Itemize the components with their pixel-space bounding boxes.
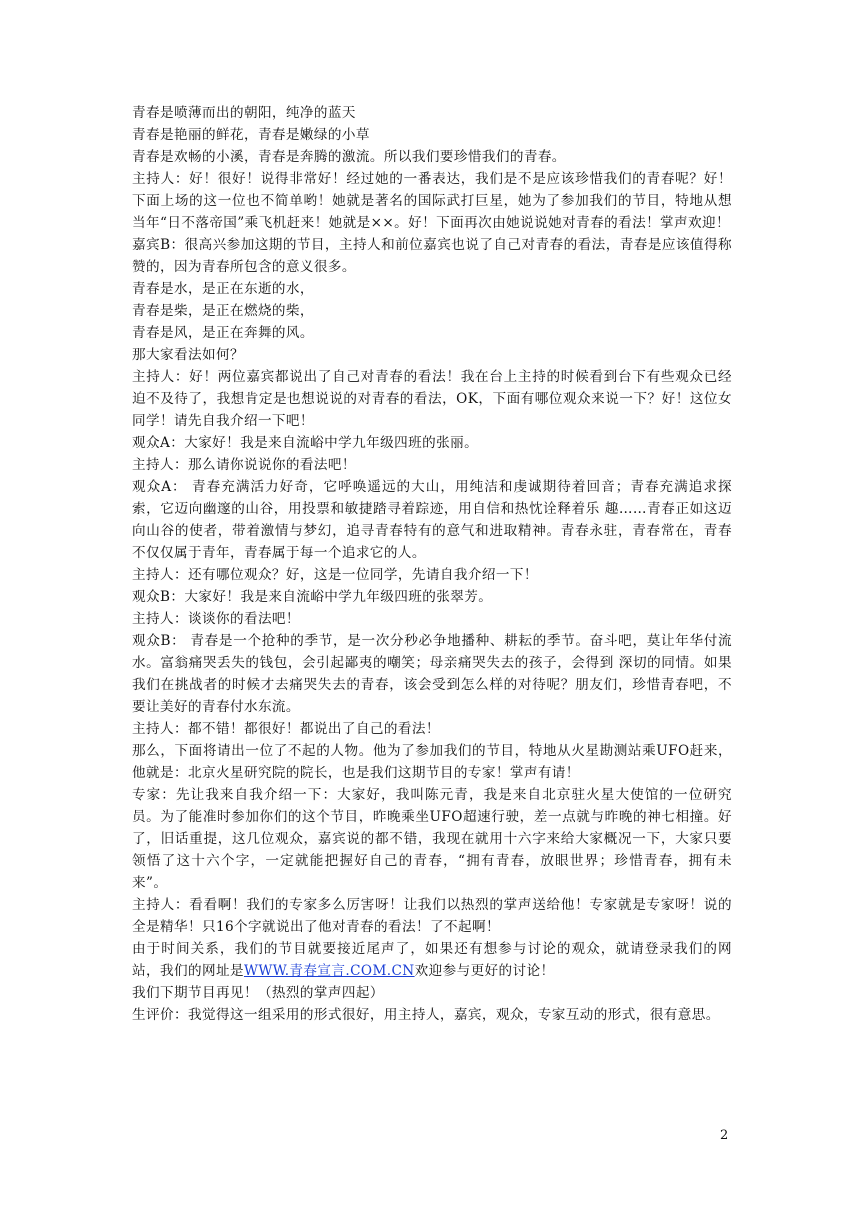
student-evaluation: 生评价：我觉得这一组采用的形式很好，用主持人，嘉宾，观众，专家互动的形式，很有意思。 — [132, 1007, 720, 1023]
document-body — [132, 102, 732, 1026]
paragraph: 青春是喷薄而出的朝阳，纯净的蓝天 — [132, 105, 356, 121]
paragraph: 主持人：都不错！都很好！都说出了自己的看法！ — [132, 721, 440, 737]
paragraph: 主持人：还有哪位观众？好，这是一位同学，先请自我介绍一下！ — [132, 567, 538, 583]
website-text-after: 欢迎参与更好的讨论！ — [414, 963, 555, 979]
paragraph: 专家：先让我来自我介绍一下：大家好，我叫陈元青，我是来自北京驻火星大使馆的一位研究员。为了能准时参加你们的这个节目，昨晚乘坐UFO超速行驶，差一点就与昨晚的神七相撞。好了，旧话重提，这几位观众，嘉宾说的都不错，我现在就用十六字来给大家概况一下，大家只要领悟了这十六个字，一定就能把握好自己的青春，“拥有青春，放眼世界；珍惜青春，拥有未来”。 — [132, 787, 732, 891]
paragraph: 那大家看法如何？ — [132, 347, 244, 363]
page-number: 2 — [720, 1128, 729, 1143]
paragraph: 观众A： 青春充满活力好奇，它呼唤遥远的大山，用纯洁和虔诚期待着回音；青春充满追求探索，它迈向幽邃的山谷，用投票和敏捷踏寻着踪迹，用自信和热忱诠释着乐 趣……青春正如这迈向山谷的使者，带着激情与梦幻，追寻青春特有的意气和进取精神。青春永驻，青春常在，青春不仅仅属于青年，青春属于每一个追求它的人。 — [132, 479, 732, 561]
paragraph: 主持人：那么请你说说你的看法吧！ — [132, 457, 356, 473]
paragraph: 青春是欢畅的小溪，青春是奔腾的激流。所以我们要珍惜我们的青春。 — [132, 149, 566, 165]
paragraph: 嘉宾B：很高兴参加这期的节目，主持人和前位嘉宾也说了自己对青春的看法，青春是应该值得称赞的，因为青春所包含的意义很多。 — [132, 237, 732, 275]
paragraph: 青春是艳丽的鲜花，青春是嫩绿的小草 — [132, 127, 370, 143]
closing-line: 我们下期节目再见！（热烈的掌声四起） — [132, 985, 384, 1001]
paragraph: 青春是柴，是正在燃烧的柴， — [132, 303, 314, 319]
website-paragraph — [132, 938, 732, 982]
paragraph: 主持人：好！两位嘉宾都说出了自己对青春的看法！我在台上主持的时候看到台下有些观众已经迫不及待了，我想肯定是也想说说的对青春的看法，OK，下面有哪位观众来说一下？好！这位女同学！请先自我介绍一下吧！ — [132, 369, 732, 429]
paragraph: 青春是风，是正在奔舞的风。 — [132, 325, 314, 341]
paragraph: 主持人：好！很好！说得非常好！经过她的一番表达，我们是不是应该珍惜我们的青春呢？好！下面上场的这一位也不简单哟！她就是著名的国际武打巨星，她为了参加我们的节目，特地从想当年“日不落帝国”乘飞机赶来！她就是××。好！下面再次由她说说她对青春的看法！掌声欢迎！ — [132, 171, 732, 231]
paragraph: 观众A：大家好！我是来自流峪中学九年级四班的张丽。 — [132, 435, 479, 451]
paragraph: 主持人：谈谈你的看法吧！ — [132, 611, 300, 627]
paragraph: 观众B： 青春是一个抢种的季节，是一次分秒必争地播种、耕耘的季节。奋斗吧，莫让年华付流水。富翁痛哭丢失的钱包，会引起鄙夷的嘲笑；母亲痛哭失去的孩子，会得到 深切的同情。如果我们在挑战者的时候才去痛哭失去的青春，该会受到怎么样的对待呢？朋友们，珍惜青春吧，不要让美好的青春付水东流。 — [132, 633, 732, 715]
paragraph: 那么，下面将请出一位了不起的人物。他为了参加我们的节目，特地从火星勘测站乘UFO赶来，他就是：北京火星研究院的院长，也是我们这期节目的专家！掌声有请！ — [132, 743, 732, 781]
paragraph: 青春是水，是正在东逝的水， — [132, 281, 314, 297]
website-text-before: 由于时间关系，我们的节目就要接近尾声了，如果还有想参与讨论的观众，就请登录我们的网站，我们的网址是 — [132, 941, 732, 979]
website-link[interactable]: WWW.青春宣言.COM.CN — [243, 963, 415, 979]
paragraph: 主持人：看看啊！我们的专家多么厉害呀！让我们以热烈的掌声送给他！专家就是专家呀！说的全是精华！只16个字就说出了他对青春的看法！了不起啊！ — [132, 897, 732, 935]
paragraph: 观众B：大家好！我是来自流峪中学九年级四班的张翠芳。 — [132, 589, 493, 605]
